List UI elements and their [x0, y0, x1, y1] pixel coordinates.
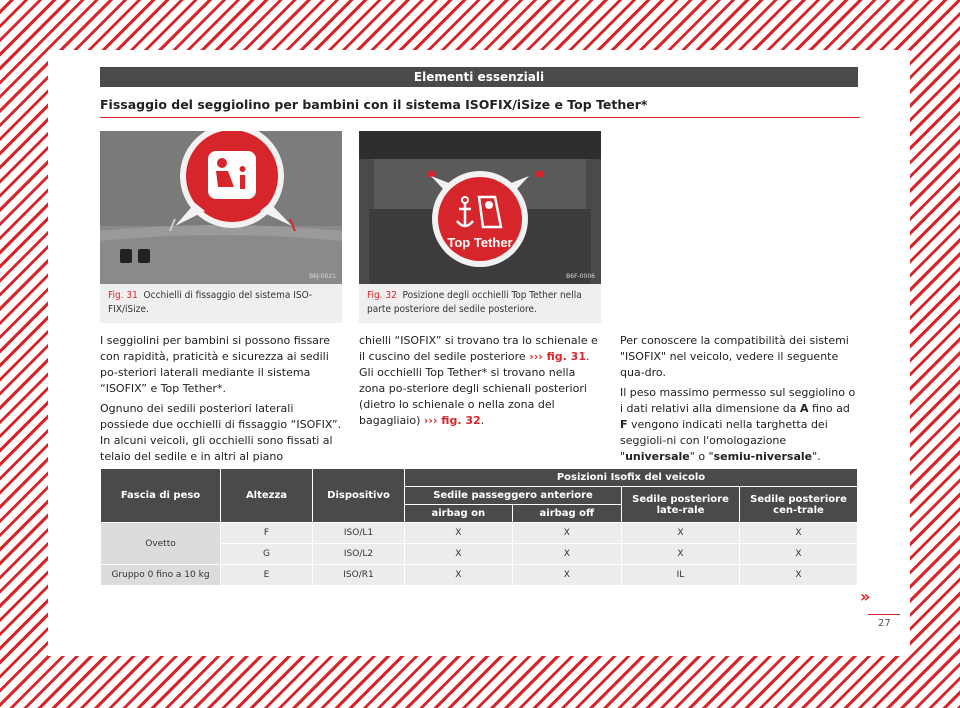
figure-31-caption-text: Occhielli di fissaggio del sistema ISO-FIX/iSize. — [108, 290, 313, 315]
cell-airbag-off: X — [512, 523, 621, 544]
cell-airbag-off: X — [512, 544, 621, 565]
homologation-term: semiu-niversale — [713, 450, 813, 463]
cell-category: Gruppo 0 fino a 10 kg — [101, 565, 221, 586]
text-run: fino ad — [808, 402, 850, 415]
paragraph-anchor-location — [359, 333, 604, 429]
title-divider — [100, 117, 860, 118]
paragraph-weight — [620, 385, 860, 465]
cell-rear-center: X — [740, 523, 858, 544]
figure-32-image — [359, 131, 601, 284]
page-title: Fissaggio del seggiolino per bambini con il sistema ISOFIX/iSize e Top Tether* — [100, 97, 648, 112]
fig-32-link[interactable]: ››› fig. 32 — [423, 414, 481, 427]
page-number: 27 — [878, 618, 891, 629]
figure-32-caption — [367, 289, 595, 317]
figure-32-label: Fig. 32 — [367, 290, 397, 301]
cell-device: ISO/L1 — [313, 523, 405, 544]
text-run: chielli “ISOFIX” si trovano tra lo schienale e il cuscino del sedile posteriore — [359, 334, 598, 363]
figure-32-code: B6F-0006 — [566, 273, 595, 280]
isofix-table — [100, 468, 858, 586]
text-run: . — [480, 414, 485, 427]
header-rear-center: Sedile posteriore cen-trale — [740, 487, 858, 523]
page-number-divider — [868, 614, 900, 615]
text-run: . Gli occhielli Top Tether* si trovano nella zona po-steriore degli schienali posteriori (dietro lo schienale o nella zona del bagagliaio) — [359, 350, 590, 427]
figure-31-label: Fig. 31 — [108, 290, 138, 301]
cell-airbag-on: X — [405, 565, 513, 586]
cell-category: Ovetto — [101, 523, 221, 565]
cell-rear-side: IL — [622, 565, 740, 586]
figure-31-image — [100, 131, 342, 284]
cell-size: E — [221, 565, 313, 586]
cell-airbag-on: X — [405, 523, 513, 544]
header-airbag-off: airbag off — [512, 505, 621, 523]
isofix-seat-illustration — [100, 131, 342, 284]
text-run: vengono indicati nella targhetta dei seggioli-ni con l'omologazione " — [620, 418, 828, 463]
paragraph-intro: I seggiolini per bambini si possono fissare con rapidità, praticità e sicurezza ai sedili po-steriori laterali mediante il sistema “ISOFIX” e Top Tether*. — [100, 334, 330, 395]
cell-rear-side: X — [622, 544, 740, 565]
paragraph-compatibility: Per conoscere la compatibilità dei sistemi "ISOFIX" nel veicolo, vedere il seguente qua-dro. — [620, 334, 849, 379]
fig-31-link[interactable]: ››› fig. 31 — [529, 350, 586, 363]
text-column-1 — [100, 333, 345, 485]
text-run: " o " — [689, 450, 714, 463]
header-airbag-on: airbag on — [405, 505, 513, 523]
figure-31 — [100, 131, 342, 323]
cell-rear-center: X — [740, 544, 858, 565]
top-tether-badge-text: Top Tether — [447, 235, 513, 250]
figure-31-caption — [108, 289, 336, 317]
size-letter: F — [620, 418, 628, 431]
cell-device: ISO/L2 — [313, 544, 405, 565]
cell-rear-center: X — [740, 565, 858, 586]
header-height: Altezza — [221, 469, 313, 523]
text-run: Il peso massimo permesso sul seggiolino o i dati relativi alla dimensione da — [620, 386, 856, 415]
cell-size: G — [221, 544, 313, 565]
header-rear-side: Sedile posteriore late-rale — [622, 487, 740, 523]
top-tether-trunk-illustration — [359, 131, 601, 284]
figure-32 — [359, 131, 601, 323]
section-header: Elementi essenziali — [100, 67, 858, 87]
header-device: Dispositivo — [313, 469, 405, 523]
homologation-term: universale — [625, 450, 690, 463]
text-column-3 — [620, 333, 860, 469]
cell-airbag-on: X — [405, 544, 513, 565]
text-run: ". — [812, 450, 821, 463]
paragraph-anchors: Ognuno dei sedili posteriori laterali possiede due occhielli di fissaggio “ISOFIX”. In alcuni veicoli, gli occhielli sono fissati al telaio del sedile e in altri al piano — [100, 402, 342, 463]
header-positions: Posizioni Isofix del veicolo — [405, 469, 858, 487]
figure-31-code: B6J-0021 — [309, 273, 336, 280]
cell-device: ISO/R1 — [313, 565, 405, 586]
header-weight: Fascia di peso — [101, 469, 221, 523]
text-column-2 — [359, 333, 604, 433]
cell-size: F — [221, 523, 313, 544]
manual-page — [48, 50, 910, 656]
cell-airbag-off: X — [512, 565, 621, 586]
size-letter: A — [799, 402, 809, 415]
continue-marker: » — [860, 587, 871, 606]
header-front-seat: Sedile passeggero anteriore — [405, 487, 622, 505]
cell-rear-side: X — [622, 523, 740, 544]
table-row — [101, 565, 858, 586]
figure-32-caption-text: Posizione degli occhielli Top Tether nella parte posteriore del sedile posteriore. — [367, 290, 582, 315]
table-row — [101, 523, 858, 544]
